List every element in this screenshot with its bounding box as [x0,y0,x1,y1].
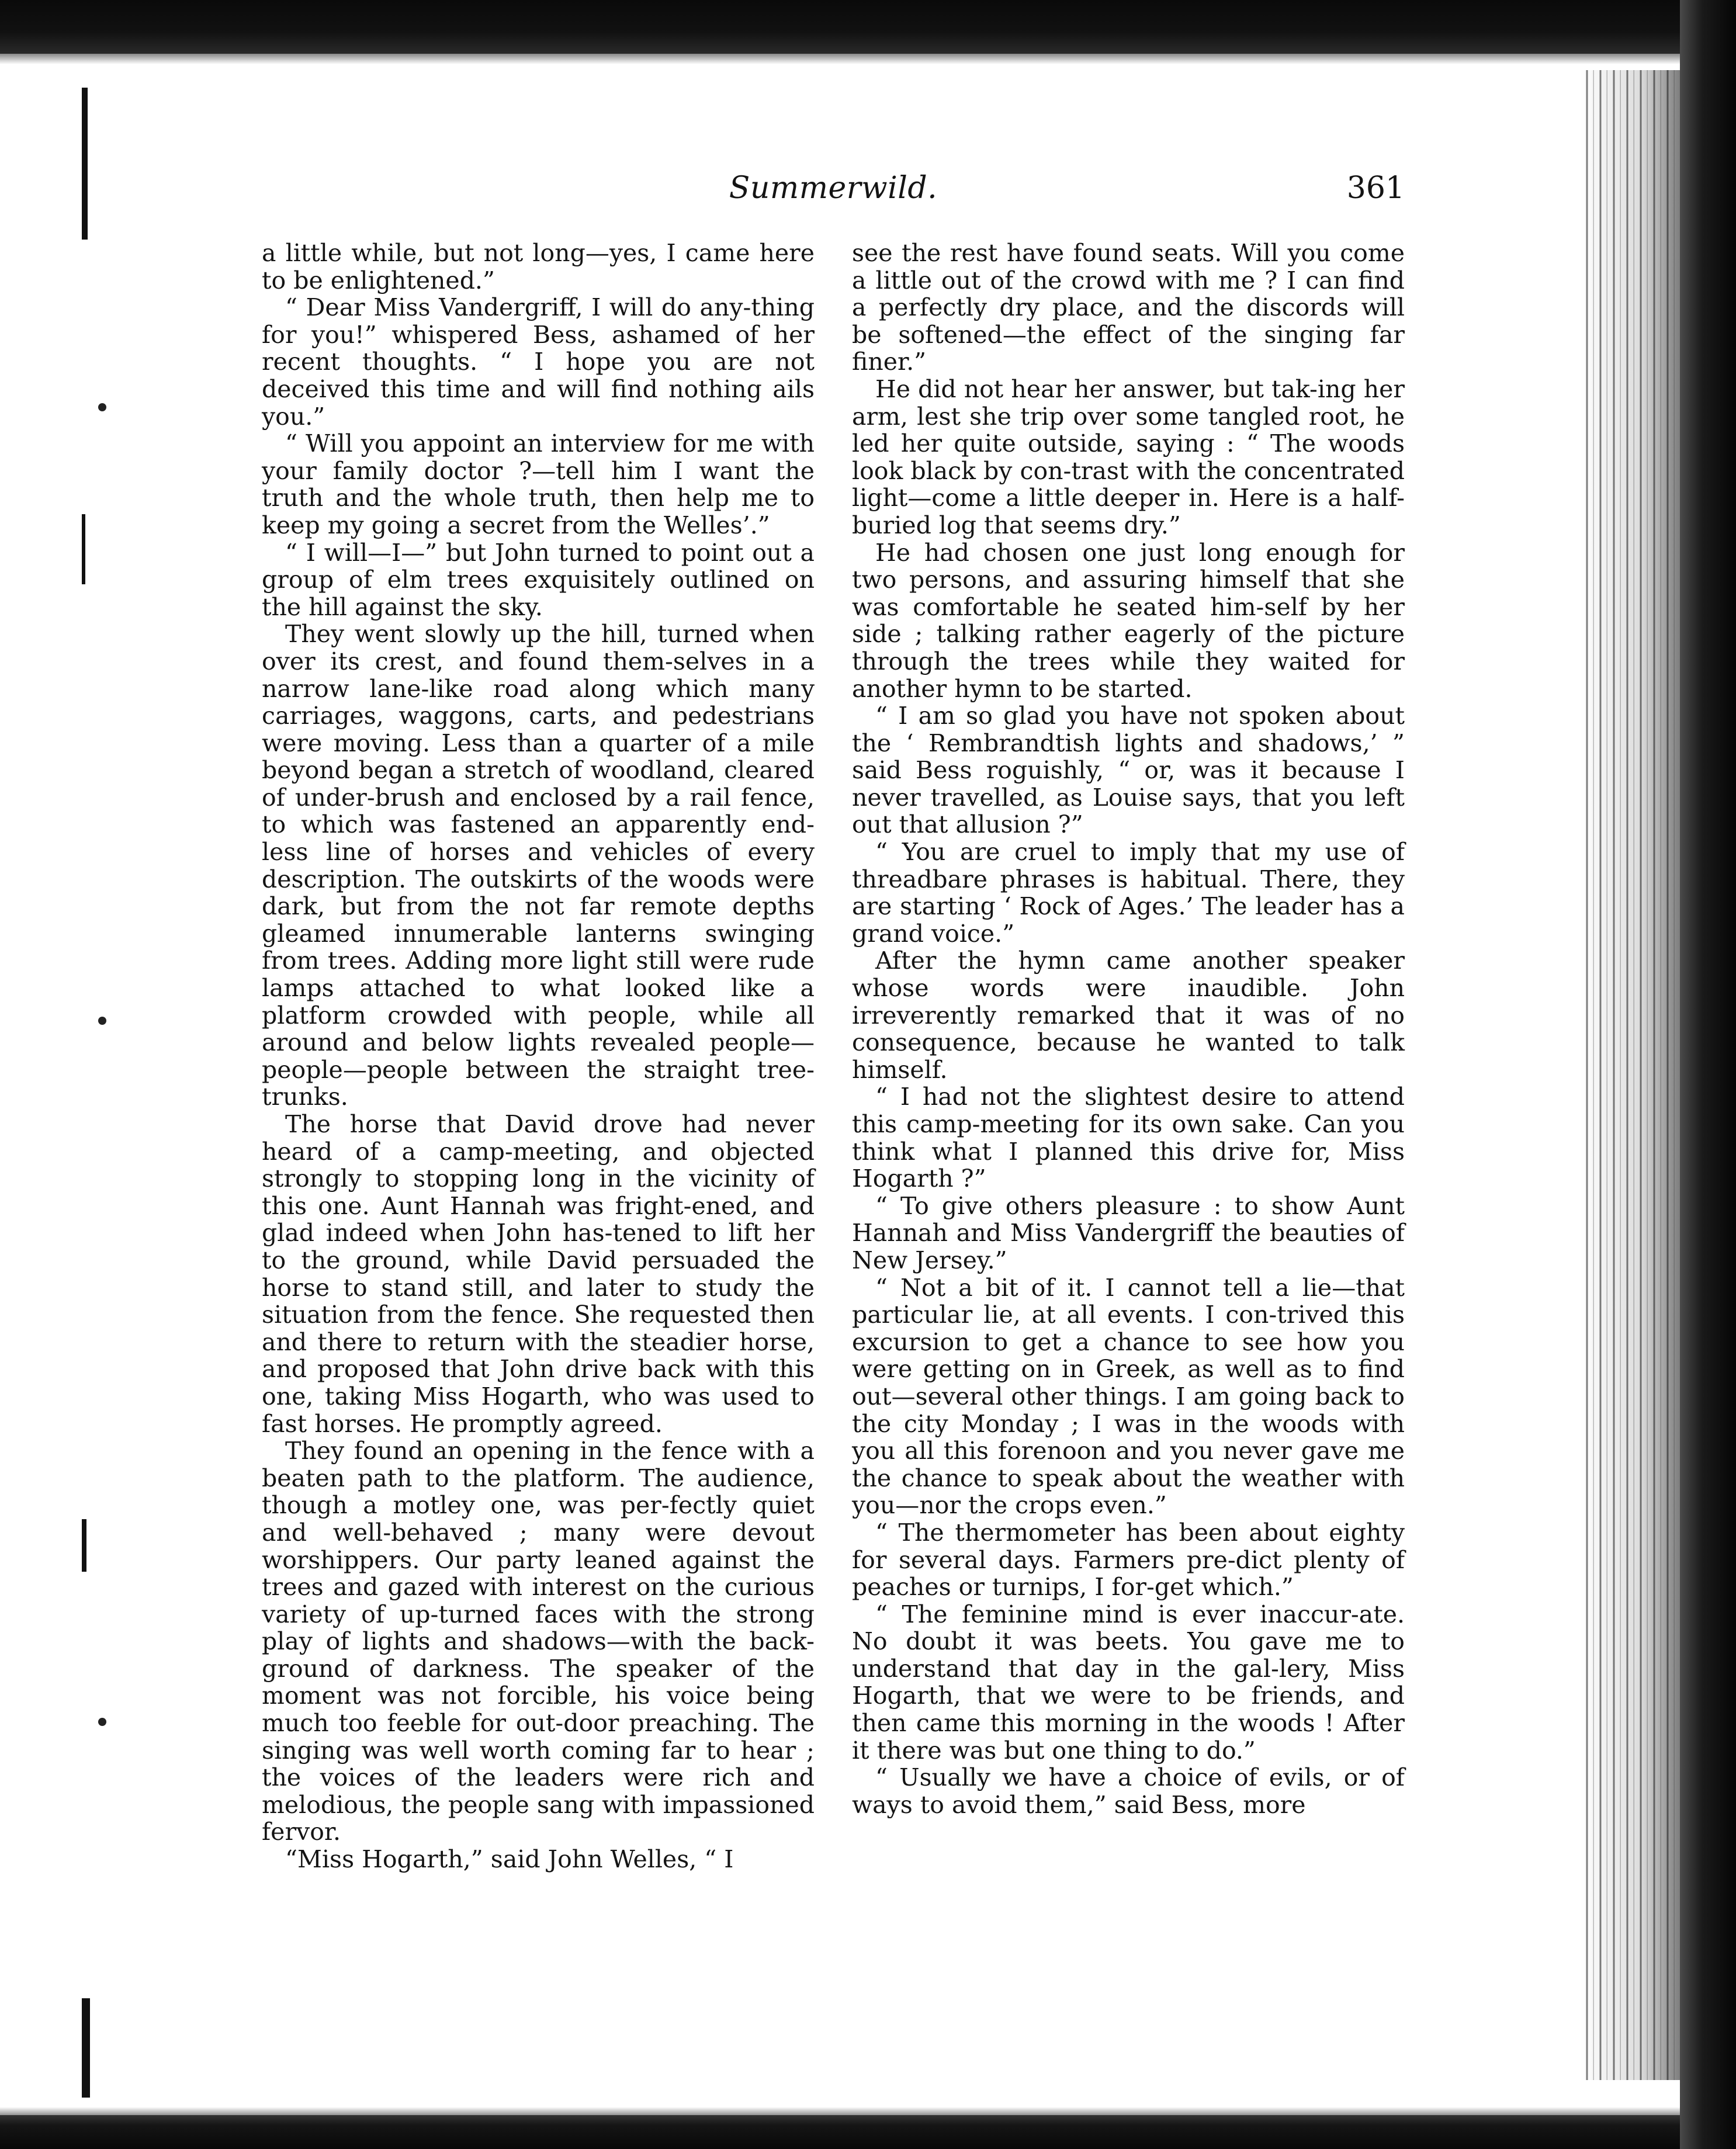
scan-left-mark [82,88,88,240]
paragraph: “ The thermometer has been about eighty for several days. Farmers pre-dict plenty of peaches or turnips, I for-get which.” [852,1518,1405,1602]
paragraph: He did not hear her answer, but tak-ing her arm, lest she trip over some tangled root, he led her quite outside, saying : “ The woods look black by con-trast with the concentrated light—come a little deeper in. Here is a half-buried log that seems dry.” [852,375,1405,539]
paragraph: “ Usually we have a choice of evils, or of ways to avoid them,” said Bess, more [852,1763,1405,1819]
paragraph: “ I am so glad you have not spoken about the ‘ Rembrandtish lights and shadows,’ ” said Bess roguishly, “ or, was it because I never travelled, as Louise says, that you left out that allusion ?” [852,702,1405,839]
scan-speck [98,1017,106,1025]
paragraph: “Miss Hogarth,” said John Welles, “ I [285,1845,734,1874]
paragraph: They found an opening in the fence with a beaten path to the platform. The audience, though a motley one, was per-fectly quiet and well-behaved ; many were devout worshippers. Our party leaned against the trees and gazed with interest on the curious variety of up-turned faces with the strong play of lights and shadows—with the back-ground of darkness. The speaker of the moment was not forcible, his voice being much too feeble for out-door preaching. The singing was well worth coming far to hear ; the voices of the leaders were rich and melodious, the people sang with impassioned fervor. [262,1437,815,1846]
paragraph: “ To give others pleasure : to show Aunt Hannah and Miss Vandergriff the beauties of New Jersey.” [852,1191,1405,1274]
paragraph: The horse that David drove had never heard of a camp-meeting, and objected strongly to stopping long in the vicinity of this one. Aunt Hannah was fright-ened, and glad indeed when John has-tened to lift her to the ground, while David persuaded the horse to stand still, and later to study the situation from the fence. She requested then and there to return with the steadier horse, and proposed that John drive back with this one, taking Miss Hogarth, who was used to fast horses. He promptly agreed. [262,1110,815,1438]
paragraph: “ You are cruel to imply that my use of threadbare phrases is habitual. There, they are starting ‘ Rock of Ages.’ The leader has a grand voice.” [852,838,1405,948]
paragraph: “ Not a bit of it. I cannot tell a lie—that particular lie, at all events. I con-trived this excursion to get a chance to see how you were getting on in Greek, as well as to find out—several other things. I am going back to the city Monday ; I was in the woods with you all this forenoon and you never gave me the chance to speak about the weather with you—nor the crops even.” [852,1273,1405,1520]
paragraph: “ The feminine mind is ever inaccur-ate. No doubt it was beets. You gave me to understand that day in the gal-lery, Miss Hogarth, that we were to be friends, and then came this morning in the woods ! After it there was but one thing to do.” [852,1600,1405,1765]
text-column-left [262,240,815,1873]
scan-left-mark [82,514,85,584]
paragraph: “ I had not the slightest desire to attend this camp-meeting for its own sake. Can you think what I planned this drive for, Miss Hogarth ?” [852,1083,1405,1193]
page-number: 361 [1346,171,1405,206]
scan-speck [98,1718,106,1726]
paragraph: After the hymn came another speaker whose words were inaudible. John irreverently remarked that it was of no consequence, because he wanted to talk himself. [852,947,1405,1084]
paragraph: “ I will—I—” but John turned to point out a group of elm trees exquisitely outlined on the hill against the sky. [262,538,815,621]
text-column-right [852,240,1405,1818]
paragraph: He had chosen one just long enough for two persons, and assuring himself that she was comfortable he seated him-self by her side ; talking rather eagerly of the picture through the trees while they waited for another hymn to be started. [852,538,1405,703]
paragraph: They went slowly up the hill, turned when over its crest, and found them-selves in a narrow lane-like road along which many carriages, waggons, carts, and pedestrians were moving. Less than a quarter of a mile beyond began a stretch of woodland, cleared of under-brush and enclosed by a rail fence, to which was fastened an apparently end-less line of horses and vehicles of every description. The outskirts of the woods were dark, but from the not far remote depths gleamed innumerable lanterns swinging from trees. Adding more light still were rude lamps attached to what looked like a platform crowded with people, while all around and below lights revealed people—people—people between the straight tree-trunks. [262,620,815,1111]
running-head [262,171,1405,220]
paragraph: see the rest have found seats. Will you come a little out of the crowd with me ? I can find a perfectly dry place, and the discords will be softened—the effect of the singing far finer.” [852,239,1405,376]
scan-bottom-border [0,2115,1736,2149]
paragraph: “ Will you appoint an interview for me with your family doctor ?—tell him I want the truth and the whole truth, then help me to keep my going a secret from the Welles’.” [262,429,815,539]
scan-left-mark [82,1998,90,2098]
paragraph: “ Dear Miss Vandergriff, I will do any-thing for you!” whispered Bess, ashamed of her recent thoughts. “ I hope you are not deceived this time and will find nothing ails you.” [262,293,815,431]
running-title: Summerwild. [729,171,938,206]
page-binding-edge [1581,70,1680,2080]
scan-right-border [1680,0,1736,2149]
scan-speck [98,403,106,411]
scan-top-border [0,0,1736,54]
scan-left-mark [82,1519,86,1572]
paragraph: a little while, but not long—yes, I came here to be enlightened.” [262,239,815,294]
